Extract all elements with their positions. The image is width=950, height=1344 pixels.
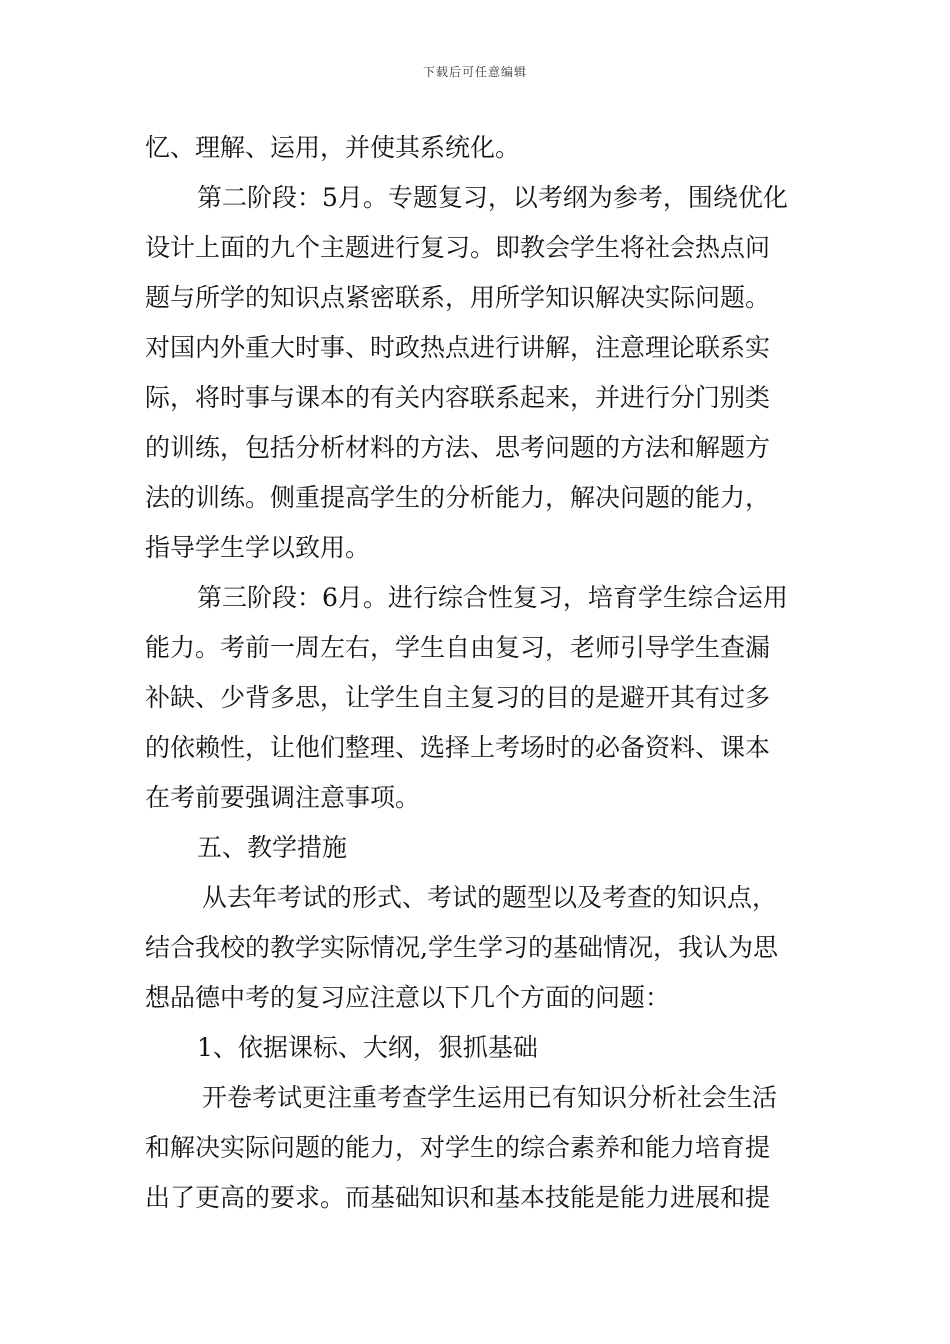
text-line: 指导学生学以致用。 — [145, 533, 371, 562]
text-line: 际，将时事与课本的有关内容联系起来，并进行分门别类 — [145, 383, 771, 412]
page-header: 下载后可任意编辑 — [422, 65, 527, 79]
text-line: 开卷考试更注重考查学生运用已有知识分析社会生活 — [202, 1083, 778, 1112]
document-body — [145, 123, 810, 1223]
text-line: 从去年考试的形式、考试的题型以及考查的知识点， — [202, 883, 778, 912]
text-line: 第二阶段：5月。专题复习，以考纲为参考，围绕优化 — [197, 183, 788, 212]
text-line: 能力。考前一周左右，学生自由复习，老师引导学生查漏 — [145, 633, 771, 662]
text-line: 和解决实际问题的能力，对学生的综合素养和能力培育提 — [145, 1133, 771, 1162]
text-line: 出了更高的要求。而基础知识和基本技能是能力进展和提 — [145, 1183, 771, 1212]
text-line: 法的训练。侧重提高学生的分析能力，解决问题的能力， — [145, 483, 771, 512]
section-heading: 五、教学措施 — [197, 833, 348, 862]
text-line: 第三阶段：6月。进行综合性复习，培育学生综合运用 — [197, 583, 788, 612]
text-line: 的依赖性，让他们整理、选择上考场时的必备资料、课本 — [145, 733, 771, 762]
text-line: 设计上面的九个主题进行复习。即教会学生将社会热点问 — [145, 233, 771, 262]
text-line: 题与所学的知识点紧密联系，用所学知识解决实际问题。 — [145, 283, 771, 312]
text-line: 对国内外重大时事、时政热点进行讲解，注意理论联系实 — [145, 333, 771, 362]
text-line: 忆、理解、运用，并使其系统化。 — [145, 133, 521, 162]
text-line: 补缺、少背多思，让学生自主复习的目的是避开其有过多 — [145, 683, 771, 712]
subsection-heading: 1、依据课标、大纲，狠抓基础 — [197, 1033, 538, 1062]
text-line: 的训练，包括分析材料的方法、思考问题的方法和解题方 — [145, 433, 771, 462]
text-line: 结合我校的教学实际情况,学生学习的基础情况，我认为思 — [145, 933, 778, 962]
text-line: 想品德中考的复习应注意以下几个方面的问题： — [145, 983, 671, 1012]
text-line: 在考前要强调注意事项。 — [145, 783, 421, 812]
